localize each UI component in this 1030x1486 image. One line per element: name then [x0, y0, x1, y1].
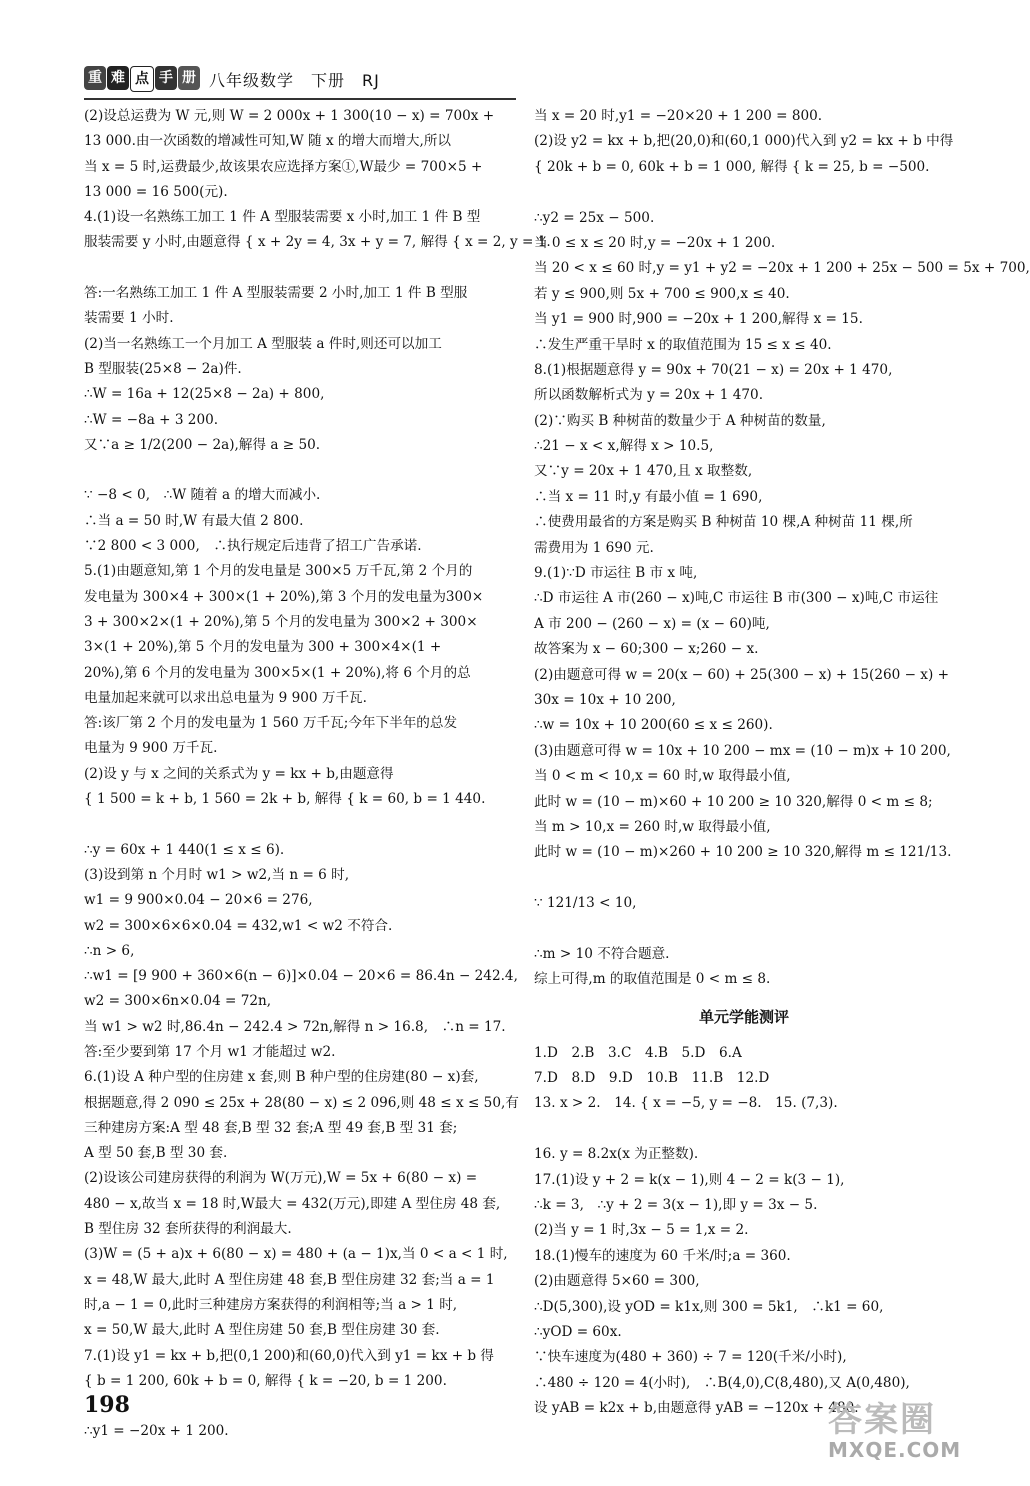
- series-logo: [84, 66, 201, 92]
- text-line: 18.(1)慢车的速度为 60 千米/时;a = 360.: [534, 1247, 791, 1264]
- text-line: ∴k = 3, ∴y + 2 = 3(x − 1),即 y = 3x − 5.: [534, 1197, 818, 1214]
- text-line: { 1 500 = k + b, 1 560 = 2k + b, 解得 { k = 60, b = 1 440.: [84, 791, 486, 808]
- text-line: ∴W = −8a + 3 200.: [84, 411, 219, 428]
- left-column: [84, 104, 551, 1445]
- text-line: 13 000 = 16 500(元).: [84, 183, 228, 200]
- text-line: B 型服装(25×8 − 2a)件.: [84, 360, 242, 377]
- text-line: 6.(1)设 A 种户型的住房建 x 套,则 B 种户型的住房建(80 − x)套,: [84, 1069, 479, 1086]
- text-line: 当 m > 10,x = 260 时,w 取得最小值,: [534, 818, 771, 835]
- text-line: 当 x = 20 时,y1 = −20×20 + 1 200 = 800.: [534, 108, 823, 124]
- text-line: 设 yAB = k2x + b,由题意得 yAB = −120x + 480.: [534, 1400, 859, 1417]
- test-answers: [534, 1041, 954, 1422]
- text-line: 故答案为 x − 60;300 − x;260 − x.: [534, 641, 759, 658]
- text-line: { 20k + b = 0, 60k + b = 1 000, 解得 { k = 25, b = −500.: [534, 158, 930, 175]
- text-line: ∴yOD = 60x.: [534, 1323, 622, 1340]
- watermark-logo: [818, 1392, 978, 1472]
- text-line: [534, 180, 954, 205]
- text-line: 20%),第 6 个月的发电量为 300×5×(1 + 20%),将 6 个月的总: [84, 664, 471, 681]
- text-line: (2)设 y 与 x 之间的关系式为 y = kx + b,由题意得: [84, 765, 394, 782]
- text-line: { b = 1 200, 60k + b = 0, 解得 { k = −20, b = 1 200.: [84, 1372, 447, 1389]
- text-line: (3)W = (5 + a)x + 6(80 − x) = 480 + (a − 1)x,当 0 < a < 1 时,: [84, 1246, 508, 1263]
- text-line: 30x = 10x + 10 200,: [534, 691, 676, 708]
- text-line: 当 x = 5 时,运费最少,故该果农应选择方案①,W最少 = 700×5 +: [84, 158, 483, 175]
- text-line: 13 000.由一次函数的增减性可知,W 随 x 的增大而增大,所以: [84, 133, 452, 150]
- logo-char: 重: [84, 66, 106, 90]
- text-line: 答:一名熟练工加工 1 件 A 型服装需要 2 小时,加工 1 件 B 型服: [84, 285, 468, 302]
- text-line: ∴当 a = 50 时,W 有最大值 2 800.: [84, 512, 304, 529]
- header-title: 八年级数学 下册 RJ: [209, 70, 380, 90]
- text-line: w2 = 300×6n×0.04 = 72n,: [84, 993, 272, 1010]
- text-line: A 型 50 套,B 型 30 套.: [84, 1145, 228, 1162]
- text-line: [84, 256, 516, 281]
- text-line: 所以函数解析式为 y = 20x + 1 470.: [534, 387, 764, 404]
- text-line: 又∵a ≥ 1/2(200 − 2a),解得 a ≥ 50.: [84, 436, 321, 453]
- text-line: 又∵y = 20x + 1 470,且 x 取整数,: [534, 463, 753, 480]
- text-line: ∵ 121/13 < 10,: [534, 895, 637, 912]
- text-line: ∴21 − x < x,解得 x > 10.5,: [534, 438, 714, 455]
- text-line: 16. y = 8.2x(x 为正整数).: [534, 1146, 699, 1163]
- text-line: 发电量为 300×4 + 300×(1 + 20%),第 3 个月的发电量为300×: [84, 588, 484, 605]
- watermark-url: MXQE.COM: [828, 1438, 962, 1462]
- text-line: 电量加起来就可以求出总电量为 9 900 万千瓦.: [84, 689, 367, 706]
- page-header: [84, 62, 380, 96]
- text-line: (2)当一名熟练工一个月加工 A 型服装 a 件时,则还可以加工: [84, 335, 442, 352]
- text-line: (3)由题意可得 w = 10x + 10 200 − mx = (10 − m)x + 10 200,: [534, 742, 951, 759]
- text-line: 当 y1 = 900 时,900 = −20x + 1 200,解得 x = 15.: [534, 311, 863, 328]
- watermark-text: 答案圈: [828, 1400, 936, 1440]
- text-line: 7.(1)设 y1 = kx + b,把(0,1 200)和(60,0)代入到 y1 = kx + b 得: [84, 1347, 495, 1364]
- text-line: (2)由题意得 5×60 = 300,: [534, 1273, 700, 1290]
- text-line: 答:该厂第 2 个月的发电量为 1 560 万千瓦;今年下半年的总发: [84, 715, 458, 732]
- text-line: ∴W = 16a + 12(25×8 − 2a) + 800,: [84, 386, 325, 403]
- text-line: 9.(1)∵D 市运往 B 市 x 吨,: [534, 565, 698, 582]
- section-title: 单元学能测评: [698, 1007, 789, 1026]
- text-line: 17.(1)设 y + 2 = k(x − 1),则 4 − 2 = k(3 − 1),: [534, 1171, 845, 1188]
- text-line: w1 = 9 900×0.04 − 20×6 = 276,: [84, 892, 313, 909]
- text-line: ∴n > 6,: [84, 942, 135, 959]
- text-line: 480 − x,故当 x = 18 时,W最大 = 432(万元),即建 A 型住房 48 套,: [84, 1195, 501, 1212]
- text-line: ∴y = 60x + 1 440(1 ≤ x ≤ 6).: [84, 841, 285, 858]
- text-line: ∴y1 = −20x + 1 200.: [84, 1423, 229, 1440]
- text-line: (2)当 y = 1 时,3x − 5 = 1,x = 2.: [534, 1222, 749, 1239]
- text-line: x = 48,W 最大,此时 A 型住房建 48 套,B 型住房建 32 套;当 a = 1: [84, 1271, 495, 1288]
- text-line: 此时 w = (10 − m)×260 + 10 200 ≥ 10 320,解得 m ≤ 121/13.: [534, 844, 952, 861]
- text-line: 三种建房方案:A 型 48 套,B 型 32 套;A 型 49 套,B 型 31 套;: [84, 1119, 458, 1136]
- text-line: (3)设到第 n 个月时 w1 > w2,当 n = 6 时,: [84, 866, 350, 883]
- logo-char: 点: [130, 66, 154, 92]
- text-line: [534, 866, 954, 891]
- text-line: 5.(1)由题意知,第 1 个月的发电量是 300×5 万千瓦,第 2 个月的: [84, 563, 473, 580]
- text-line: B 型住房 32 套所获得的利润最大.: [84, 1221, 292, 1238]
- text-line: 若 y ≤ 900,则 5x + 700 ≤ 900,x ≤ 40.: [534, 285, 790, 302]
- right-solutions: [534, 104, 1030, 993]
- text-line: ∴使费用最省的方案是购买 B 种树苗 10 棵,A 种树苗 11 棵,所: [534, 514, 913, 531]
- text-line: [534, 1117, 954, 1142]
- text-line: ∴D(5,300),设 yOD = k1x,则 300 = 5k1, ∴k1 = 60,: [534, 1298, 884, 1315]
- text-line: 根据题意,得 2 090 ≤ 25x + 28(80 − x) ≤ 2 096,则 48 ≤ x ≤ 50,有: [84, 1094, 519, 1111]
- text-line: 1.D 2.B 3.C 4.B 5.D 6.A: [534, 1044, 742, 1061]
- text-line: 服装需要 y 小时,由题意得 { x + 2y = 4, 3x + y = 7, 解得 { x = 2, y = 1.: [84, 234, 551, 251]
- text-line: 此时 w = (10 − m)×60 + 10 200 ≥ 10 320,解得 0 < m ≤ 8;: [534, 793, 933, 810]
- text-line: [84, 812, 516, 837]
- text-line: [534, 917, 954, 942]
- text-line: (2)∵购买 B 种树苗的数量少于 A 种树苗的数量,: [534, 412, 826, 429]
- text-line: 综上可得,m 的取值范围是 0 < m ≤ 8.: [534, 971, 771, 988]
- text-line: ∴发生严重干旱时 x 的取值范围为 15 ≤ x ≤ 40.: [534, 336, 832, 353]
- text-line: 答:至少要到第 17 个月 w1 才能超过 w2.: [84, 1043, 336, 1060]
- text-line: 7.D 8.D 9.D 10.B 11.B 12.D: [534, 1070, 770, 1087]
- text-line: ∴D 市运往 A 市(260 − x)吨,C 市运往 B 市(300 − x)吨,C 市运往: [534, 590, 939, 607]
- text-line: A 市 200 − (260 − x) = (x − 60)吨,: [534, 615, 770, 632]
- text-line: 4.(1)设一名熟练工加工 1 件 A 型服装需要 x 小时,加工 1 件 B 型: [84, 209, 481, 226]
- text-line: ∴当 x = 11 时,y 有最小值 = 1 690,: [534, 488, 763, 505]
- text-line: ∵ −8 < 0, ∴W 随着 a 的增大而减小.: [84, 487, 321, 504]
- text-line: (2)设 y2 = kx + b,把(20,0)和(60,1 000)代入到 y2 = kx + b 中得: [534, 133, 954, 150]
- page-number: 198: [84, 1392, 130, 1418]
- text-line: ∴480 ÷ 120 = 4(小时), ∴B(4,0),C(8,480),又 A(0,480),: [534, 1374, 910, 1391]
- text-line: 当 20 < x ≤ 60 时,y = y1 + y2 = −20x + 1 200 + 25x − 500 = 5x + 700,: [534, 260, 1030, 277]
- text-line: ∴m > 10 不符合题意.: [534, 945, 670, 962]
- text-line: 装需要 1 小时.: [84, 310, 174, 327]
- text-line: ∵2 800 < 3 000, ∴执行规定后违背了招工广告承诺.: [84, 538, 422, 555]
- header-rule: [84, 98, 516, 100]
- text-line: w2 = 300×6×6×0.04 = 432,w1 < w2 不符合.: [84, 917, 393, 934]
- text-line: ∵快车速度为(480 + 360) ÷ 7 = 120(千米/小时),: [534, 1349, 847, 1366]
- logo-char: 册: [178, 66, 200, 90]
- text-line: [84, 1394, 516, 1419]
- logo-char: 手: [155, 66, 177, 90]
- text-line: 3×(1 + 20%),第 5 个月的发电量为 300 + 300×4×(1 +: [84, 639, 442, 656]
- text-line: x = 50,W 最大,此时 A 型住房建 50 套,B 型住房建 30 套.: [84, 1322, 440, 1339]
- text-line: 3 + 300×2×(1 + 20%),第 5 个月的发电量为 300×2 + 300×: [84, 613, 478, 630]
- right-column: [534, 104, 1030, 1422]
- text-line: [84, 458, 516, 483]
- text-line: (2)设总运费为 W 元,则 W = 2 000x + 1 300(10 − x) = 700x +: [84, 108, 495, 124]
- text-line: 当 w1 > w2 时,86.4n − 242.4 > 72n,解得 n > 16.8, ∴n = 17.: [84, 1018, 506, 1035]
- text-line: ∴w = 10x + 10 200(60 ≤ x ≤ 260).: [534, 717, 773, 734]
- text-line: 时,a − 1 = 0,此时三种建房方案获得的利润相等;当 a > 1 时,: [84, 1296, 458, 1313]
- text-line: 8.(1)根据题意得 y = 90x + 70(21 − x) = 20x + 1 470,: [534, 361, 893, 378]
- text-line: 当 0 < m < 10,x = 60 时,w 取得最小值,: [534, 768, 791, 785]
- text-line: (2)设该公司建房获得的利润为 W(万元),W = 5x + 6(80 − x) =: [84, 1170, 478, 1187]
- text-line: ∴w1 = [9 900 + 360×6(n − 6)]×0.04 − 20×6 = 86.4n − 242.4,: [84, 968, 518, 985]
- text-line: 13. x > 2. 14. { x = −5, y = −8. 15. (7,3).: [534, 1095, 838, 1112]
- text-line: ∴y2 = 25x − 500.: [534, 209, 655, 226]
- logo-char: 难: [107, 66, 129, 90]
- text-line: 需费用为 1 690 元.: [534, 539, 654, 556]
- text-line: 当 0 ≤ x ≤ 20 时,y = −20x + 1 200.: [534, 234, 776, 251]
- text-line: 电量为 9 900 万千瓦.: [84, 740, 218, 757]
- text-line: (2)由题意可得 w = 20(x − 60) + 25(300 − x) + 15(260 − x) +: [534, 666, 949, 683]
